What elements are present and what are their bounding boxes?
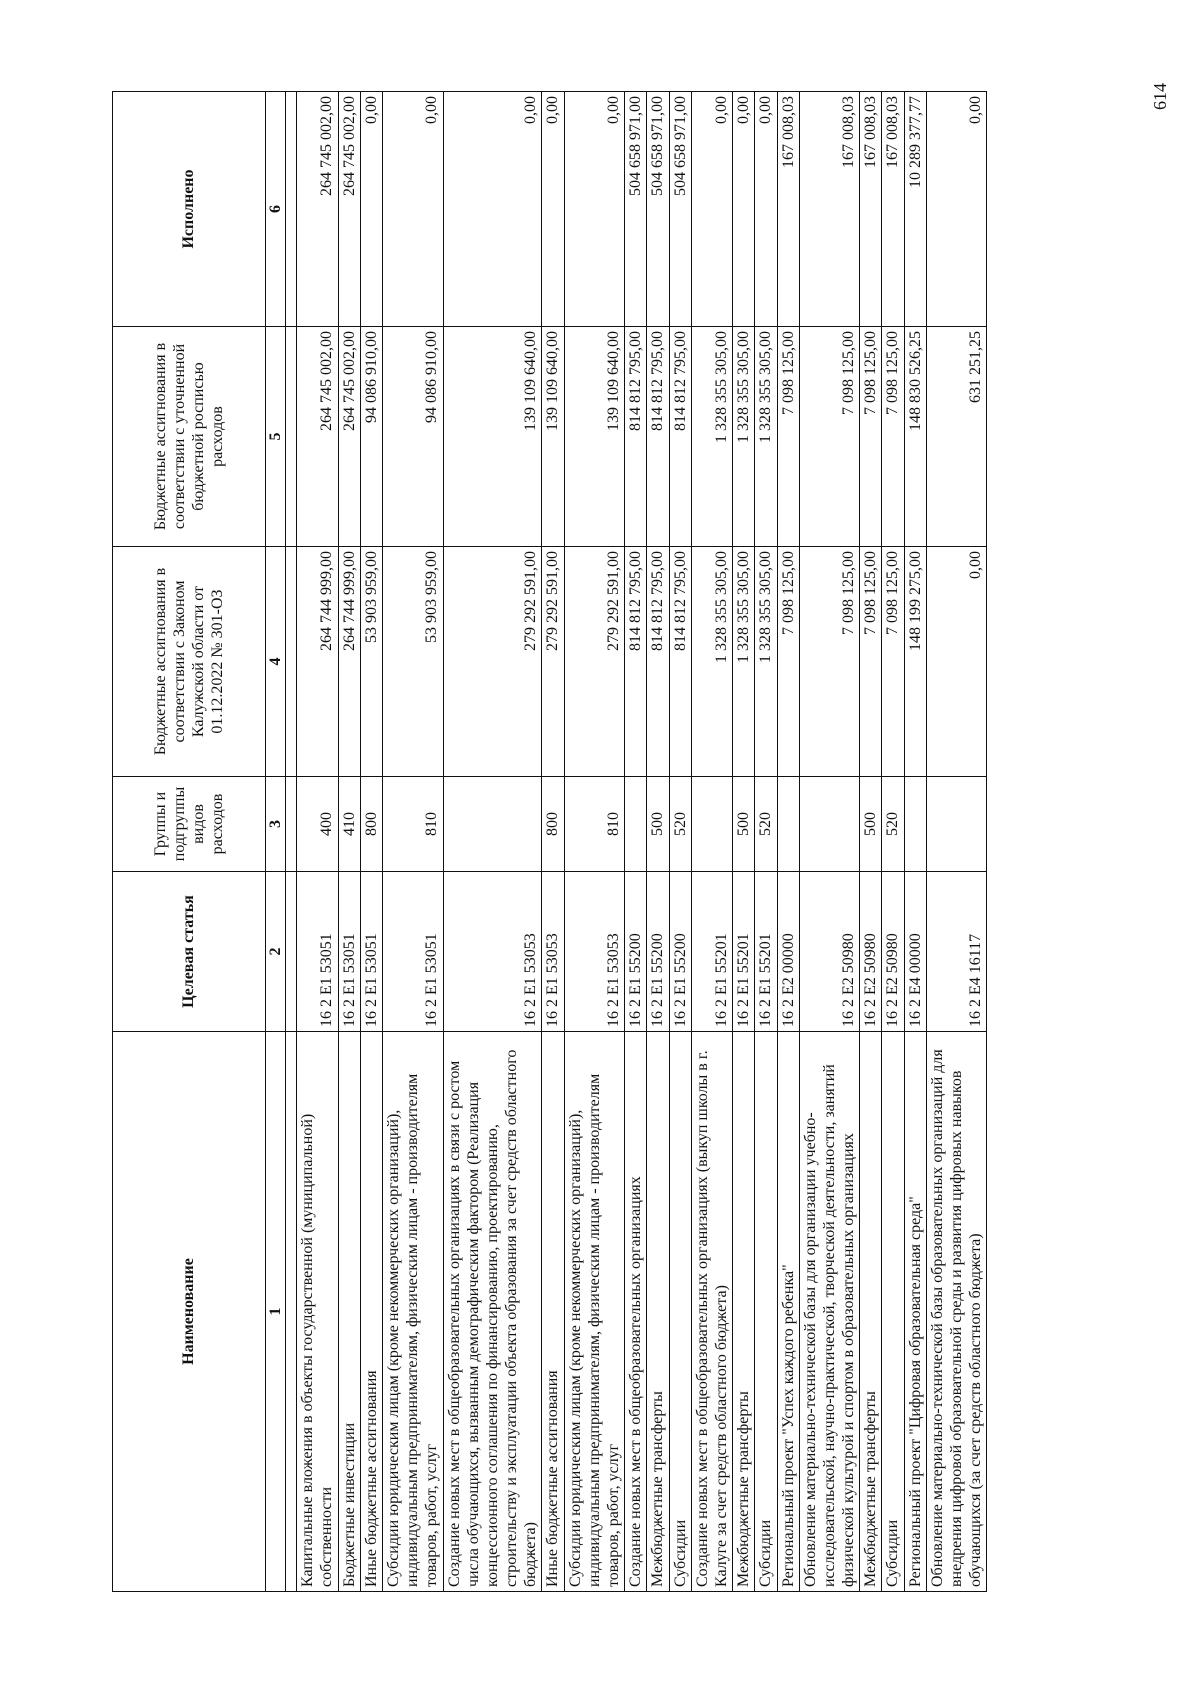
- row-target-article: 16 2 E1 55201: [691, 872, 732, 1032]
- table-row: [860, 92, 882, 1592]
- row-executed: 167 008,03: [799, 92, 860, 327]
- row-refined-allocation: 7 098 125,00: [860, 327, 882, 547]
- column-number: 4: [266, 547, 286, 777]
- row-expense-group: 400: [297, 777, 338, 872]
- row-expense-group: [926, 777, 987, 872]
- row-target-article: 16 2 E1 55200: [669, 872, 691, 1032]
- table-row: [647, 92, 669, 1592]
- row-law-allocation: 279 292 591,00: [443, 547, 542, 777]
- row-expense-group: [799, 777, 860, 872]
- row-executed: 504 658 971,00: [625, 92, 647, 327]
- row-refined-allocation: 631 251,25: [926, 327, 987, 547]
- row-target-article: 16 2 E1 53053: [564, 872, 625, 1032]
- row-target-article: 16 2 E4 00000: [904, 872, 926, 1032]
- header-executed: Исполнено: [113, 92, 266, 327]
- row-executed: 264 745 002,00: [338, 92, 360, 327]
- row-target-article: 16 2 E2 50980: [882, 872, 904, 1032]
- row-target-article: 16 2 E1 53051: [360, 872, 382, 1032]
- spacer-cell: [286, 547, 297, 777]
- row-name: Межбюджетные трансферты: [733, 1032, 755, 1592]
- page-number: 614: [1150, 83, 1170, 110]
- table-row: [382, 92, 443, 1592]
- row-name: Бюджетные инвестиции: [338, 1032, 360, 1592]
- row-law-allocation: 7 098 125,00: [799, 547, 860, 777]
- row-refined-allocation: 264 745 002,00: [338, 327, 360, 547]
- row-expense-group: 500: [860, 777, 882, 872]
- row-refined-allocation: 814 812 795,00: [669, 327, 691, 547]
- row-target-article: 16 2 E2 00000: [777, 872, 799, 1032]
- row-law-allocation: 53 903 959,00: [360, 547, 382, 777]
- row-executed: 0,00: [443, 92, 542, 327]
- spacer-row: [286, 92, 297, 1592]
- table-row: [691, 92, 732, 1592]
- row-executed: 0,00: [382, 92, 443, 327]
- row-refined-allocation: 264 745 002,00: [297, 327, 338, 547]
- row-executed: 264 745 002,00: [297, 92, 338, 327]
- table-row: [443, 92, 542, 1592]
- row-refined-allocation: 1 328 355 305,00: [755, 327, 777, 547]
- table-row: [882, 92, 904, 1592]
- spacer-cell: [286, 872, 297, 1032]
- spacer-cell: [286, 777, 297, 872]
- table-row: [338, 92, 360, 1592]
- row-executed: 0,00: [360, 92, 382, 327]
- table-row: [542, 92, 564, 1592]
- row-law-allocation: 1 328 355 305,00: [755, 547, 777, 777]
- header-law-allocation: Бюджетные ассигнования в соответствии с Законом Калужской области от 01.12.2022 № 301-ОЗ: [113, 547, 266, 777]
- row-expense-group: [777, 777, 799, 872]
- row-refined-allocation: 7 098 125,00: [799, 327, 860, 547]
- row-law-allocation: 1 328 355 305,00: [691, 547, 732, 777]
- row-expense-group: [443, 777, 542, 872]
- row-law-allocation: 148 199 275,00: [904, 547, 926, 777]
- row-refined-allocation: 7 098 125,00: [777, 327, 799, 547]
- row-executed: 504 658 971,00: [647, 92, 669, 327]
- row-target-article: 16 2 E1 53051: [382, 872, 443, 1032]
- row-law-allocation: 814 812 795,00: [625, 547, 647, 777]
- table-row: [733, 92, 755, 1592]
- row-refined-allocation: 814 812 795,00: [625, 327, 647, 547]
- row-name: Создание новых мест в общеобразовательных организациях (выкуп школы в г. Калуге за счет средств областного бюджета): [691, 1032, 732, 1592]
- row-law-allocation: 279 292 591,00: [542, 547, 564, 777]
- row-name: Субсидии: [669, 1032, 691, 1592]
- row-law-allocation: 7 098 125,00: [882, 547, 904, 777]
- row-law-allocation: 7 098 125,00: [860, 547, 882, 777]
- table-row: [777, 92, 799, 1592]
- row-expense-group: 520: [755, 777, 777, 872]
- row-name: Субсидии: [755, 1032, 777, 1592]
- row-law-allocation: 0,00: [926, 547, 987, 777]
- row-name: Субсидии: [882, 1032, 904, 1592]
- row-law-allocation: 53 903 959,00: [382, 547, 443, 777]
- table-row: [755, 92, 777, 1592]
- table-row: [904, 92, 926, 1592]
- row-executed: 504 658 971,00: [669, 92, 691, 327]
- row-refined-allocation: 7 098 125,00: [882, 327, 904, 547]
- table-row: [625, 92, 647, 1592]
- header-name: Наименование: [113, 1032, 266, 1592]
- row-expense-group: 500: [733, 777, 755, 872]
- row-target-article: 16 2 E1 53053: [542, 872, 564, 1032]
- row-name: Региональный проект "Успех каждого ребенка": [777, 1032, 799, 1592]
- column-number: 5: [266, 327, 286, 547]
- table-row: [564, 92, 625, 1592]
- row-name: Капитальные вложения в объекты государственной (муниципальной) собственности: [297, 1032, 338, 1592]
- row-refined-allocation: 1 328 355 305,00: [691, 327, 732, 547]
- row-executed: 10 289 377,77: [904, 92, 926, 327]
- row-executed: 167 008,03: [882, 92, 904, 327]
- spacer-cell: [286, 1032, 297, 1592]
- row-refined-allocation: 94 086 910,00: [360, 327, 382, 547]
- row-target-article: 16 2 E1 55201: [733, 872, 755, 1032]
- row-expense-group: 410: [338, 777, 360, 872]
- row-refined-allocation: 94 086 910,00: [382, 327, 443, 547]
- row-name: Субсидии юридическим лицам (кроме некоммерческих организаций), индивидуальным предпринимателям, физическим лицам - производителям товаров, работ, услуг: [564, 1032, 625, 1592]
- header-expense-groups: Группы и подгруппы видов расходов: [113, 777, 266, 872]
- row-refined-allocation: 139 109 640,00: [443, 327, 542, 547]
- header-row: [113, 92, 266, 1592]
- row-executed: 167 008,03: [860, 92, 882, 327]
- row-executed: 0,00: [733, 92, 755, 327]
- row-expense-group: 810: [382, 777, 443, 872]
- column-number: 6: [266, 92, 286, 327]
- row-name: Субсидии юридическим лицам (кроме некоммерческих организаций), индивидуальным предпринимателям, физическим лицам - производителям товаров, работ, услуг: [382, 1032, 443, 1592]
- header-refined-allocation: Бюджетные ассигнования в соответствии с уточненной бюджетной росписью расходов: [113, 327, 266, 547]
- row-target-article: 16 2 E1 55200: [647, 872, 669, 1032]
- row-expense-group: 520: [669, 777, 691, 872]
- row-name: Иные бюджетные ассигнования: [360, 1032, 382, 1592]
- row-name: Межбюджетные трансферты: [647, 1032, 669, 1592]
- table-body: [297, 92, 987, 1592]
- row-expense-group: [691, 777, 732, 872]
- row-name: Создание новых мест в общеобразовательных организациях: [625, 1032, 647, 1592]
- row-expense-group: [904, 777, 926, 872]
- row-refined-allocation: 1 328 355 305,00: [733, 327, 755, 547]
- row-executed: 0,00: [926, 92, 987, 327]
- row-executed: 167 008,03: [777, 92, 799, 327]
- row-target-article: 16 2 E1 55200: [625, 872, 647, 1032]
- row-law-allocation: 264 744 999,00: [297, 547, 338, 777]
- spacer-cell: [286, 92, 297, 327]
- row-refined-allocation: 139 109 640,00: [564, 327, 625, 547]
- row-expense-group: 800: [360, 777, 382, 872]
- row-expense-group: 500: [647, 777, 669, 872]
- row-expense-group: 800: [542, 777, 564, 872]
- row-expense-group: 520: [882, 777, 904, 872]
- rotated-page: [112, 92, 1052, 1592]
- row-refined-allocation: 139 109 640,00: [542, 327, 564, 547]
- row-expense-group: 810: [564, 777, 625, 872]
- column-number-row: [266, 92, 286, 1592]
- column-number: 1: [266, 1032, 286, 1592]
- budget-table: [112, 91, 987, 1592]
- row-refined-allocation: 814 812 795,00: [647, 327, 669, 547]
- row-target-article: 16 2 E2 50980: [799, 872, 860, 1032]
- row-law-allocation: 7 098 125,00: [777, 547, 799, 777]
- table-row: [799, 92, 860, 1592]
- row-refined-allocation: 148 830 526,25: [904, 327, 926, 547]
- table-row: [360, 92, 382, 1592]
- table-row: [926, 92, 987, 1592]
- table-row: [669, 92, 691, 1592]
- row-target-article: 16 2 E1 53051: [297, 872, 338, 1032]
- row-executed: 0,00: [691, 92, 732, 327]
- row-name: Иные бюджетные ассигнования: [542, 1032, 564, 1592]
- row-target-article: 16 2 E1 55201: [755, 872, 777, 1032]
- row-name: Обновление материально-технической базы для организации учебно-исследовательской, научно-практической, творческой деятельности, занятий физической культурой и спортом в образовательных организациях: [799, 1032, 860, 1592]
- row-executed: 0,00: [542, 92, 564, 327]
- row-expense-group: [625, 777, 647, 872]
- header-target-article: Целевая статья: [113, 872, 266, 1032]
- row-target-article: 16 2 E1 53053: [443, 872, 542, 1032]
- row-name: Обновление материально-технической базы образовательных организаций для внедрения цифровой образовательной среды и развития цифровых навыков обучающихся (за счет средств областного бюджета): [926, 1032, 987, 1592]
- row-target-article: 16 2 E1 53051: [338, 872, 360, 1032]
- column-number: 3: [266, 777, 286, 872]
- row-law-allocation: 814 812 795,00: [669, 547, 691, 777]
- row-executed: 0,00: [564, 92, 625, 327]
- row-name: Региональный проект "Цифровая образовательная среда": [904, 1032, 926, 1592]
- row-law-allocation: 814 812 795,00: [647, 547, 669, 777]
- row-law-allocation: 1 328 355 305,00: [733, 547, 755, 777]
- row-executed: 0,00: [755, 92, 777, 327]
- row-target-article: 16 2 E2 50980: [860, 872, 882, 1032]
- row-name: Межбюджетные трансферты: [860, 1032, 882, 1592]
- row-target-article: 16 2 E4 16117: [926, 872, 987, 1032]
- row-law-allocation: 279 292 591,00: [564, 547, 625, 777]
- spacer-cell: [286, 327, 297, 547]
- row-name: Создание новых мест в общеобразовательных организациях в связи с ростом числа обучающихся, вызванным демографическим фактором (Реализация концессионного соглашения по финансированию, проектированию, строительству и эксплуатации объекта образования за счет средств областного бюджета): [443, 1032, 542, 1592]
- column-number: 2: [266, 872, 286, 1032]
- row-law-allocation: 264 744 999,00: [338, 547, 360, 777]
- table-row: [297, 92, 338, 1592]
